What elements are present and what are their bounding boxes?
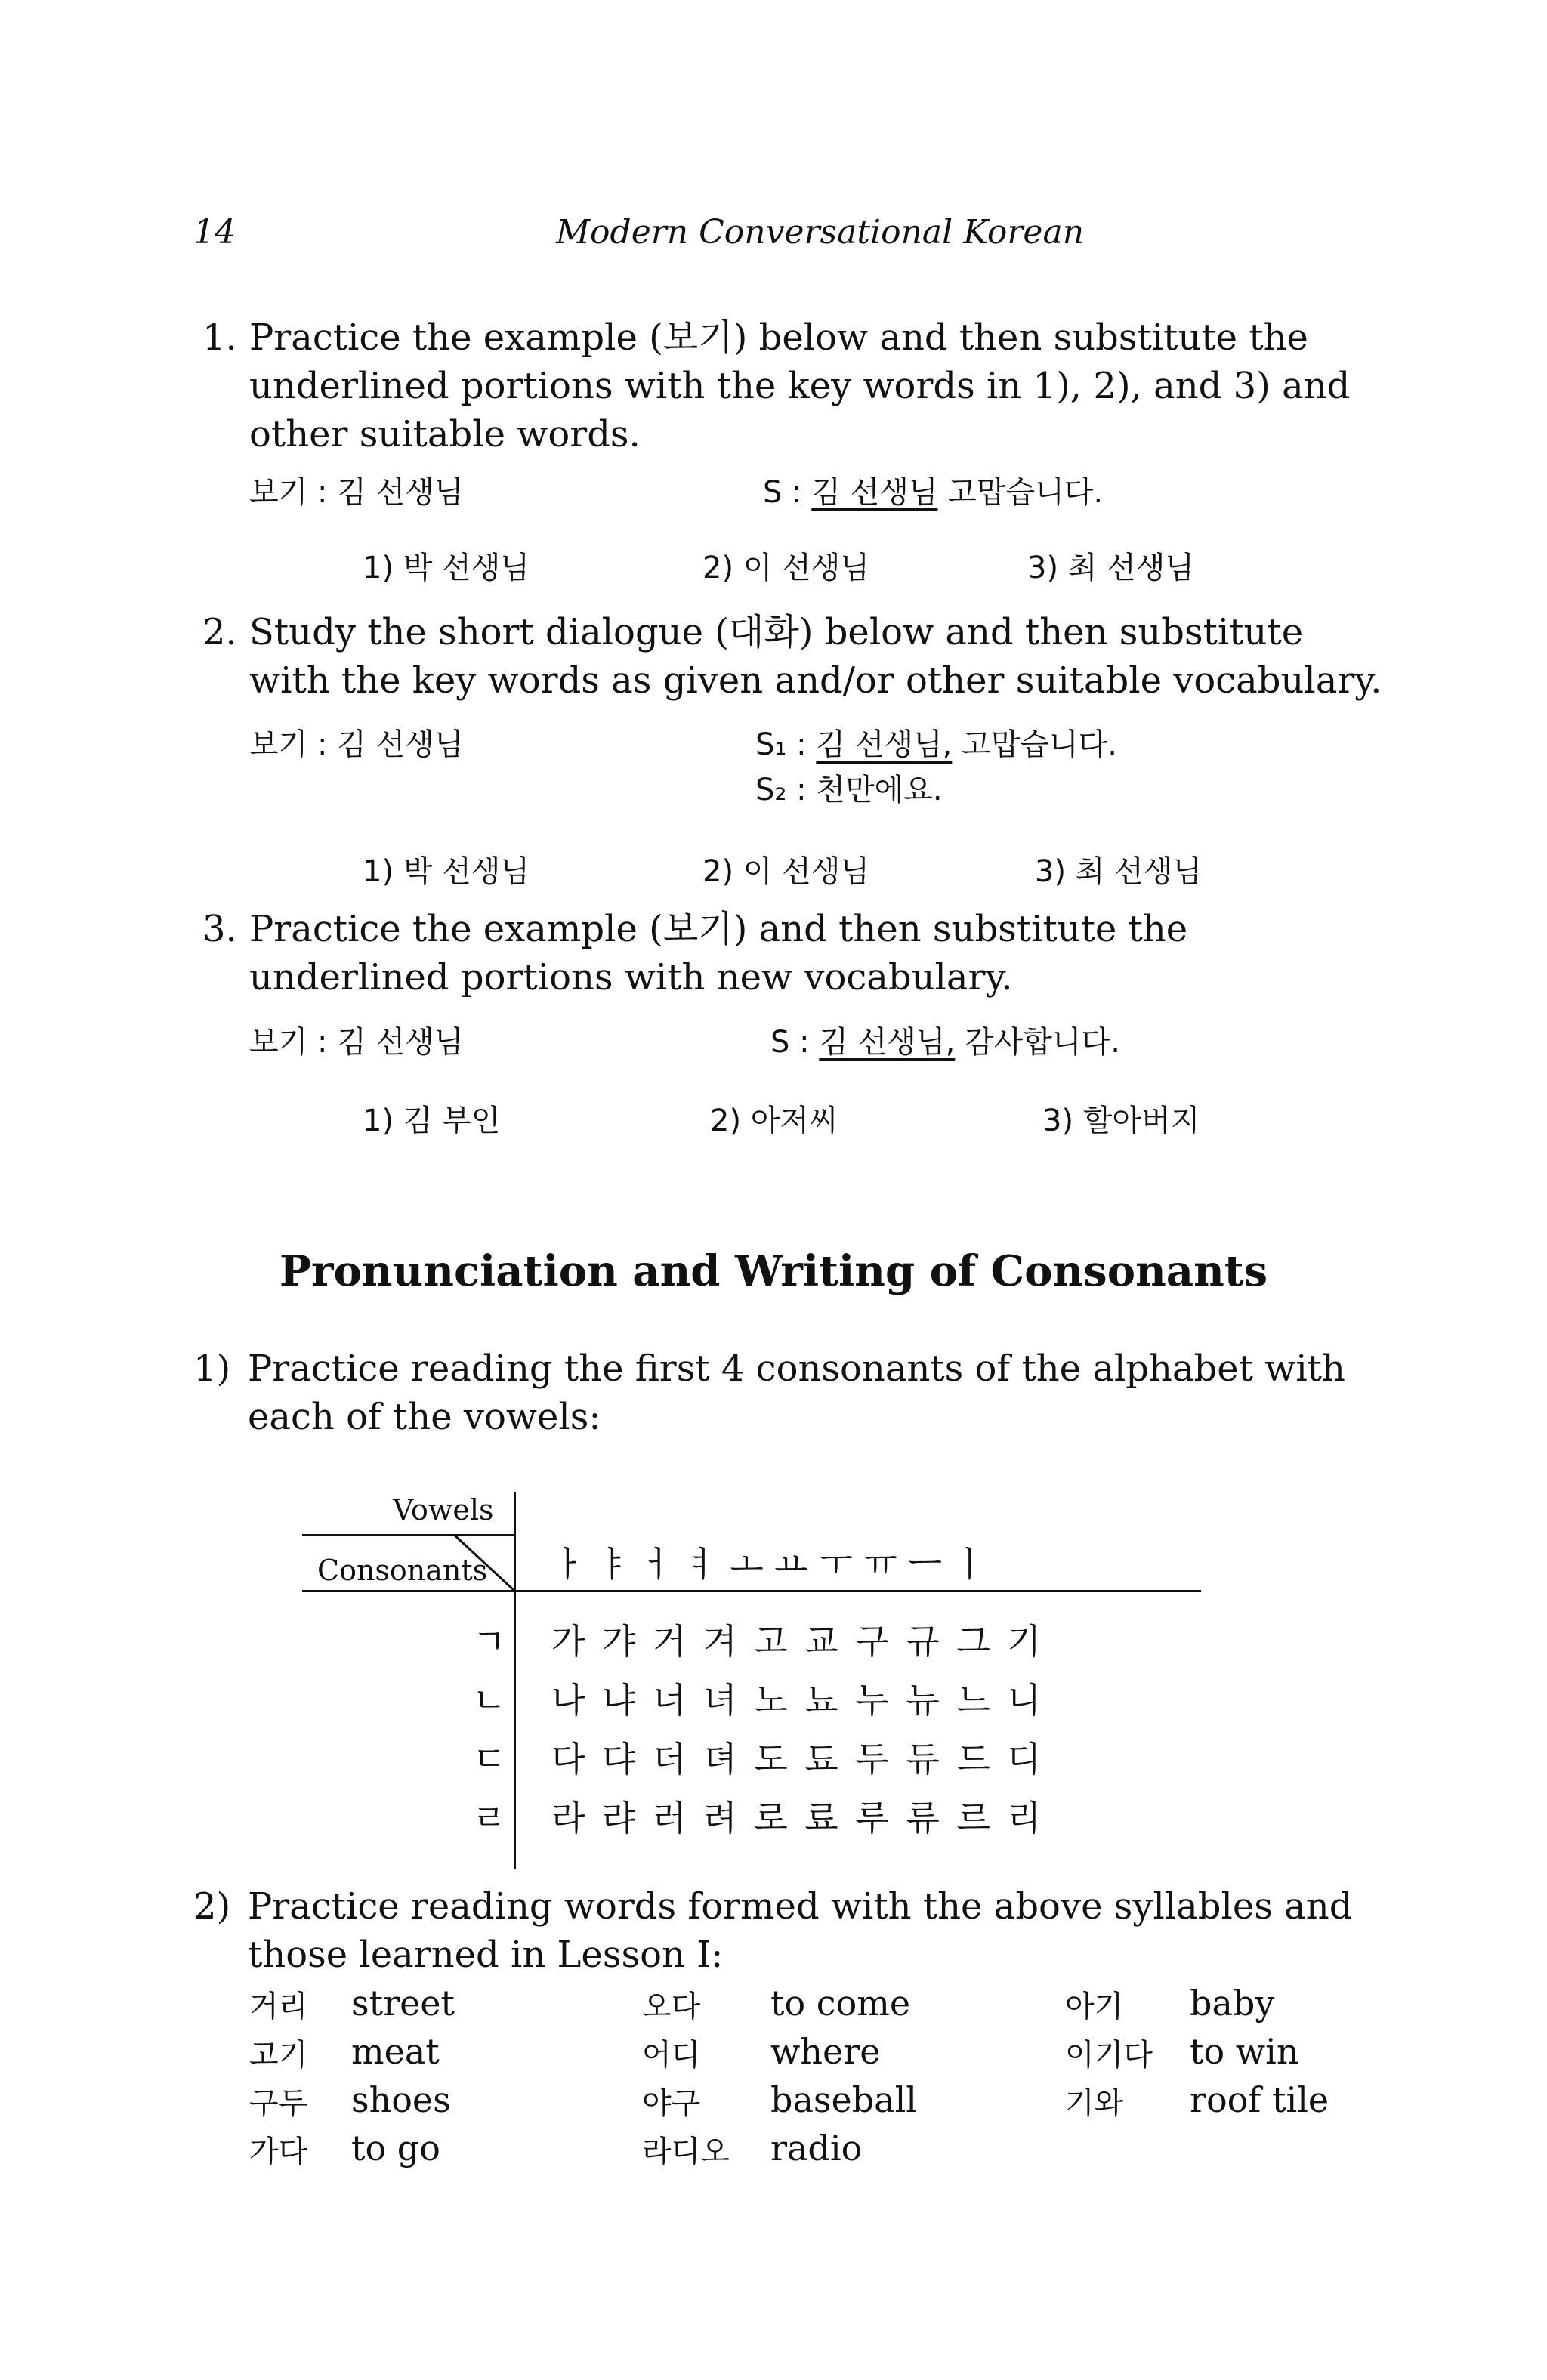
table-rule	[302, 1590, 1201, 1592]
underlined-portion: 김 선생님,	[816, 727, 953, 762]
vowel-header: ㅏ ㅑ ㅓ ㅕ ㅗ ㅛ ㅜ ㅠ ㅡ ㅣ	[551, 1544, 987, 1585]
dialogue-line-2: S₂ : 천만에요.	[755, 773, 943, 807]
korean-word: 어디	[642, 2038, 701, 2073]
english-gloss: shoes	[351, 2079, 451, 2120]
korean-word: 거리	[249, 1990, 308, 2024]
running-header	[193, 213, 1372, 266]
table-row	[302, 1614, 1201, 1667]
english-gloss: roof tile	[1190, 2079, 1329, 2120]
korean-word: 구두	[249, 2086, 308, 2121]
english-gloss: where	[770, 2031, 881, 2072]
option-3: 3) 할아버지	[1042, 1104, 1200, 1138]
table-row	[302, 1732, 1201, 1785]
korean-word: 가다	[249, 2135, 308, 2169]
korean-word: 오다	[642, 1990, 701, 2024]
english-gloss: to come	[770, 1983, 911, 2023]
english-gloss: meat	[351, 2031, 440, 2072]
option-3: 3) 최 선생님	[1027, 551, 1195, 585]
dialogue-line-1	[755, 727, 1117, 763]
example-left: 보기 : 김 선생님	[249, 1025, 464, 1060]
example-left: 보기 : 김 선생님	[249, 475, 464, 510]
exercise-instruction: Study the short dialogue (대화) below and then substitute with the key words as given and/or other suitable vocabulary.	[249, 611, 1382, 702]
speaker-label: S :	[763, 475, 812, 510]
korean-word: 고기	[249, 2038, 308, 2073]
consonant: ㄴ	[472, 1680, 506, 1721]
page-number: 14	[193, 213, 236, 252]
consonant: ㄷ	[472, 1739, 506, 1780]
option-2: 2) 이 선생님	[702, 551, 870, 585]
sentence-rest: 고맙습니다.	[937, 475, 1104, 510]
option-1: 1) 박 선생님	[363, 551, 530, 585]
speaker-label: S₁ :	[755, 727, 817, 762]
table-row	[302, 1673, 1201, 1726]
vocab-row	[249, 1983, 1397, 2031]
english-gloss: baseball	[770, 2079, 917, 2120]
header-diagonal	[453, 1534, 514, 1590]
practice-number: 1)	[193, 1347, 231, 1390]
practice-number: 2)	[193, 1885, 231, 1928]
korean-word: 라디오	[642, 2135, 730, 2169]
vocabulary-list	[249, 1983, 1397, 2176]
vocab-row	[249, 2128, 1397, 2176]
korean-word: 이기다	[1065, 2038, 1153, 2073]
consonant: ㄱ	[472, 1621, 506, 1662]
option-3: 3) 최 선생님	[1035, 854, 1203, 889]
underlined-portion: 김 선생님	[811, 475, 938, 510]
sentence-rest: 감사합니다.	[955, 1025, 1120, 1060]
english-gloss: radio	[770, 2128, 863, 2169]
korean-word: 야구	[642, 2086, 701, 2121]
exercise-number: 3.	[202, 908, 237, 950]
table-row	[302, 1791, 1201, 1844]
exercise-number: 2.	[202, 611, 237, 653]
consonants-label: Consonants	[317, 1554, 488, 1587]
exercise-instruction: Practice the example (보기) and then substitute the underlined portions with new vocabulary.	[249, 908, 1188, 999]
syllables: 가 갸 거 겨 고 교 구 규 그 기	[551, 1621, 1044, 1662]
english-gloss: baby	[1190, 1983, 1275, 2023]
speaker-label: S :	[770, 1025, 820, 1060]
exercise-number: 1.	[202, 316, 237, 359]
section-title: Pronunciation and Writing of Consonants	[279, 1246, 1268, 1296]
underlined-portion: 김 선생님,	[819, 1025, 956, 1060]
practice-text: Practice reading the first 4 consonants of the alphabet with each of the vowels:	[248, 1347, 1345, 1438]
vocab-row	[249, 2079, 1397, 2128]
option-2: 2) 아저씨	[710, 1104, 838, 1138]
book-title: Modern Conversational Korean	[556, 213, 1085, 252]
syllables: 라 랴 러 려 로 료 루 류 르 리	[551, 1798, 1044, 1838]
english-gloss: street	[351, 1983, 455, 2023]
sentence-rest: 고맙습니다.	[952, 727, 1117, 762]
example-sentence	[770, 1024, 1120, 1060]
option-1: 1) 김 부인	[363, 1104, 501, 1138]
consonant: ㄹ	[472, 1798, 506, 1838]
example-sentence	[763, 474, 1103, 511]
option-2: 2) 이 선생님	[702, 854, 870, 889]
english-gloss: to go	[351, 2128, 440, 2169]
consonant-vowel-table	[302, 1492, 1201, 1869]
vowels-label: Vowels	[393, 1493, 494, 1526]
exercise-instruction: Practice the example (보기) below and then substitute the underlined portions with the key words in 1), 2), and 3) and other suitable words.	[249, 316, 1351, 455]
syllables: 다 댜 더 뎌 도 됴 두 듀 드 디	[551, 1739, 1044, 1780]
korean-word: 기와	[1065, 2086, 1124, 2121]
option-1: 1) 박 선생님	[363, 854, 530, 889]
korean-word: 아기	[1065, 1990, 1124, 2024]
practice-text: Practice reading words formed with the above syllables and those learned in Lesson I:	[248, 1885, 1353, 1976]
vocab-row	[249, 2031, 1397, 2079]
english-gloss: to win	[1190, 2031, 1299, 2072]
syllables: 나 냐 너 녀 노 뇨 누 뉴 느 니	[551, 1680, 1044, 1721]
example-left: 보기 : 김 선생님	[249, 727, 464, 762]
